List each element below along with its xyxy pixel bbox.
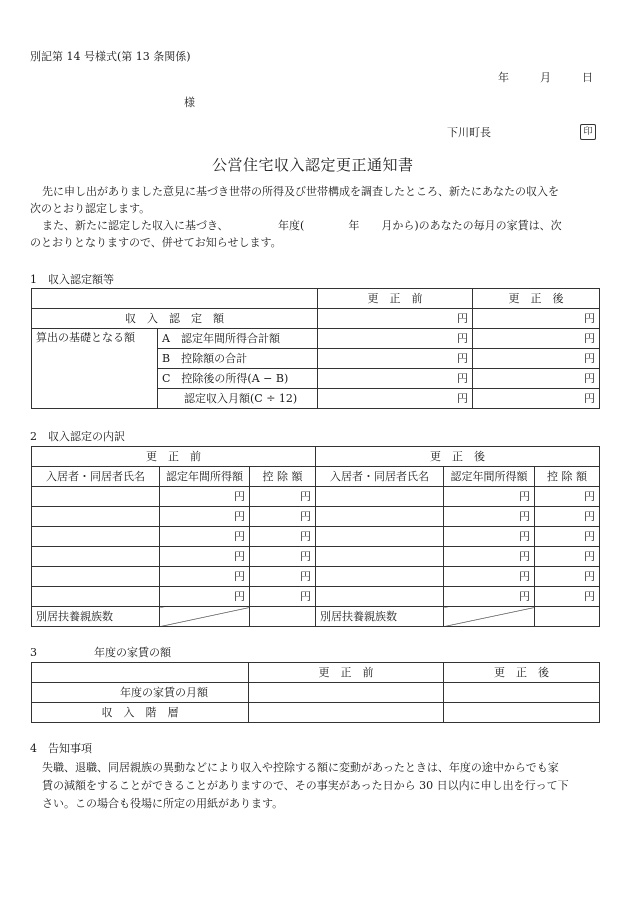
header-deduction: 控 除 額 — [250, 467, 316, 487]
unit-yen: 円 — [535, 567, 600, 587]
name-cell — [316, 487, 444, 507]
s2-col-after: 更 正 後 — [316, 447, 600, 467]
unit-yen: 円 — [444, 567, 535, 587]
unit-yen: 円 — [318, 349, 473, 369]
header-resident-name: 入居者・同居者氏名 — [316, 467, 444, 487]
table-row — [32, 527, 600, 547]
name-cell — [32, 547, 160, 567]
unit-yen: 円 — [473, 309, 600, 329]
tier-after-cell — [444, 703, 600, 723]
row-label-c: C 控除後の所得(A − B) — [158, 369, 318, 389]
section2-heading: 2 収入認定の内訳 — [30, 430, 125, 443]
name-cell — [32, 567, 160, 587]
header-annual-income: 認定年間所得額 — [160, 467, 250, 487]
unit-yen: 円 — [318, 309, 473, 329]
issuer: 下川町長 — [447, 126, 491, 139]
slashed-cell — [444, 607, 535, 627]
unit-yen: 円 — [160, 567, 250, 587]
name-cell — [32, 527, 160, 547]
unit-yen: 円 — [444, 507, 535, 527]
dependents-label: 別居扶養親族数 — [316, 607, 444, 627]
blank-header-cell — [32, 663, 249, 683]
name-cell — [316, 547, 444, 567]
unit-yen: 円 — [444, 487, 535, 507]
s3-col-before: 更 正 前 — [249, 663, 444, 683]
section3-heading: 年度の家賃の額 — [94, 646, 171, 659]
unit-yen: 円 — [444, 547, 535, 567]
unit-yen: 円 — [160, 587, 250, 607]
unit-yen: 円 — [250, 487, 316, 507]
rent-after-cell — [444, 683, 600, 703]
section4-heading: 4 告知事項 — [30, 742, 92, 755]
unit-yen: 円 — [473, 329, 600, 349]
unit-yen: 円 — [473, 349, 600, 369]
seal-label: 印 — [583, 127, 593, 137]
name-cell — [32, 487, 160, 507]
unit-yen: 円 — [535, 587, 600, 607]
unit-yen: 円 — [444, 587, 535, 607]
seal-mark — [580, 124, 596, 140]
unit-yen: 円 — [250, 567, 316, 587]
section1-heading: 1 収入認定額等 — [30, 273, 114, 286]
unit-yen: 円 — [160, 507, 250, 527]
unit-yen: 円 — [250, 507, 316, 527]
rent-table — [31, 662, 600, 723]
row-label-monthly: 認定収入月額(C ÷ 12) — [158, 389, 318, 409]
unit-yen: 円 — [444, 527, 535, 547]
header-deduction: 控 除 額 — [535, 467, 600, 487]
name-cell — [32, 587, 160, 607]
unit-yen: 円 — [318, 369, 473, 389]
unit-yen: 円 — [473, 369, 600, 389]
row-label-b: B 控除額の合計 — [158, 349, 318, 369]
date-year-label: 年 — [498, 71, 509, 84]
unit-yen: 円 — [250, 527, 316, 547]
addressee-suffix: 様 — [184, 96, 195, 109]
certified-amount-label: 収 入 認 定 額 — [32, 309, 318, 329]
unit-yen: 円 — [318, 329, 473, 349]
table-row — [32, 507, 600, 527]
intro-line-3: また、新たに認定した収入に基づき、 年度( 年 月から)のあなたの毎月の家賃は、次 — [42, 219, 562, 232]
form-number: 別記第 14 号様式(第 13 条関係) — [30, 50, 191, 63]
income-certification-table — [31, 288, 600, 409]
intro-line-4: のとおりとなりますので、併せてお知らせします。 — [30, 236, 282, 249]
name-cell — [316, 567, 444, 587]
name-cell — [316, 527, 444, 547]
unit-yen: 円 — [160, 487, 250, 507]
header-annual-income: 認定年間所得額 — [444, 467, 535, 487]
section3-number: 3 — [30, 646, 37, 659]
row-label-a: A 認定年間所得合計額 — [158, 329, 318, 349]
unit-yen: 円 — [535, 487, 600, 507]
name-cell — [316, 507, 444, 527]
s1-col-after: 更 正 後 — [473, 289, 600, 309]
header-resident-name: 入居者・同居者氏名 — [32, 467, 160, 487]
unit-yen: 円 — [535, 507, 600, 527]
page-title: 公営住宅収入認定更正通知書 — [212, 156, 414, 174]
unit-yen: 円 — [160, 547, 250, 567]
notice-line-3: さい。この場合も役場に所定の用紙があります。 — [42, 797, 284, 810]
unit-yen: 円 — [250, 547, 316, 567]
s1-col-before: 更 正 前 — [318, 289, 473, 309]
dependents-label: 別居扶養親族数 — [32, 607, 160, 627]
unit-yen: 円 — [535, 527, 600, 547]
notice-line-1: 失職、退職、同居親族の異動などにより収入や控除する額に変動があったときは、年度の途中からでも家 — [42, 761, 559, 774]
blank-header-cell — [32, 289, 318, 309]
dependents-count-cell — [535, 607, 600, 627]
name-cell — [32, 507, 160, 527]
basis-label: 算出の基礎となる額 — [32, 329, 158, 409]
unit-yen: 円 — [250, 587, 316, 607]
intro-line-1: 先に申し出がありました意見に基づき世帯の所得及び世帯構成を調査したところ、新たにあなたの収入を — [42, 185, 559, 198]
table-row — [32, 567, 600, 587]
name-cell — [316, 587, 444, 607]
notice-line-2: 賃の減額をすることができることがありますので、その事実があった日から 30 日以内に申し出を行って下 — [42, 779, 569, 792]
slashed-cell — [160, 607, 250, 627]
income-breakdown-table — [31, 446, 600, 627]
unit-yen: 円 — [160, 527, 250, 547]
table-row — [32, 487, 600, 507]
unit-yen: 円 — [535, 547, 600, 567]
monthly-rent-label: 年度の家賃の月額 — [32, 683, 249, 703]
date-day-label: 日 — [582, 71, 593, 84]
breakdown-rows — [32, 487, 600, 607]
s3-col-after: 更 正 後 — [444, 663, 600, 683]
date-month-label: 月 — [540, 71, 551, 84]
table-row — [32, 587, 600, 607]
dependents-count-cell — [250, 607, 316, 627]
income-tier-label: 収 入 階 層 — [32, 703, 249, 723]
tier-before-cell — [249, 703, 444, 723]
table-row — [32, 547, 600, 567]
unit-yen: 円 — [318, 389, 473, 409]
intro-line-2: 次のとおり認定します。 — [30, 202, 151, 215]
unit-yen: 円 — [473, 389, 600, 409]
rent-before-cell — [249, 683, 444, 703]
s2-col-before: 更 正 前 — [32, 447, 316, 467]
